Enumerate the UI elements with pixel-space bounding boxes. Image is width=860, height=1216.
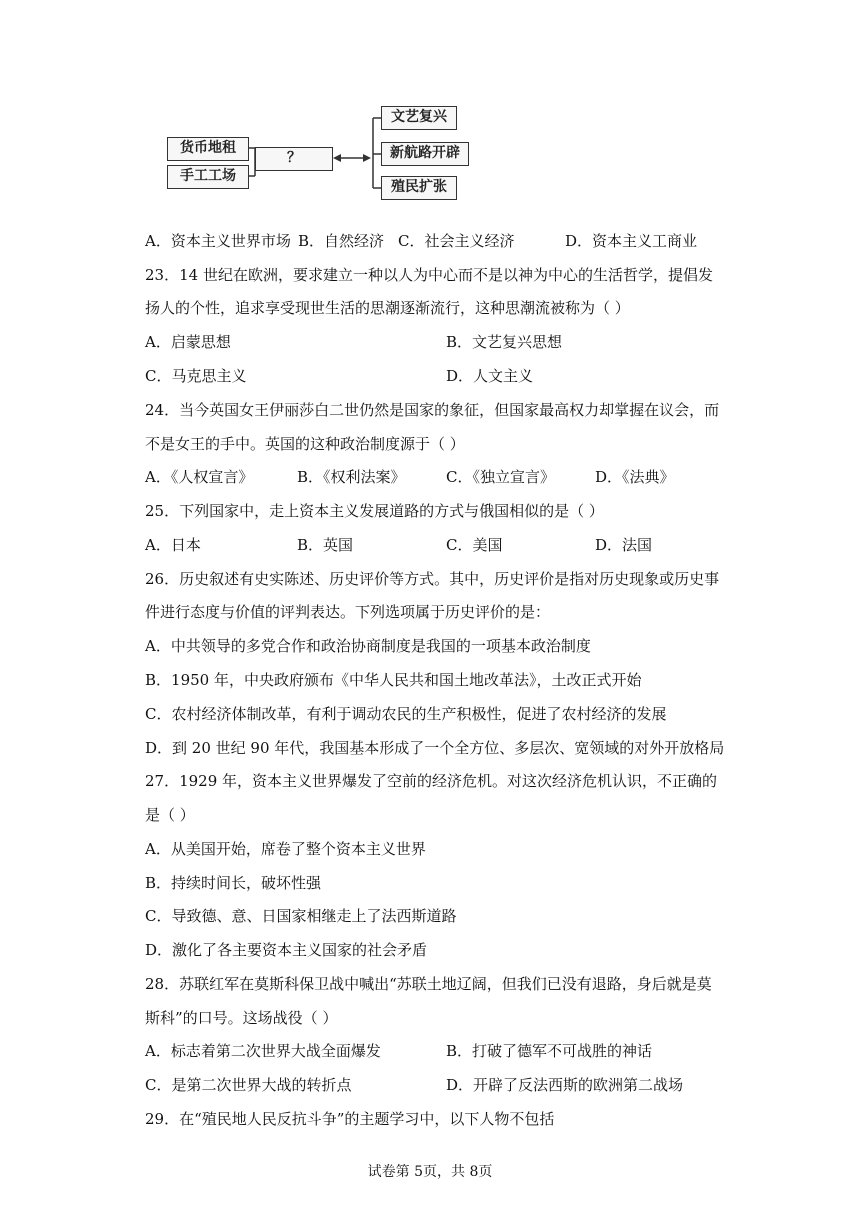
q28-option-c: C．是第二次世界大战的转折点 [145,1076,352,1094]
q22-option-a: A．资本主义世界市场 [145,232,291,250]
q23-stem-line-1: 23．14 世纪在欧洲，要求建立一种以人为中心而不是以神为中心的生活哲学，提倡发 [145,266,713,284]
q28-option-b: B．打破了德军不可战胜的神话 [446,1042,653,1060]
diagram-center-box: ？ [255,147,333,171]
q25-option-b: B．英国 [297,536,354,554]
q22-option-c: C．社会主义经济 [398,232,515,250]
q27-option-a: A．从美国开始，席卷了整个资本主义世界 [145,840,426,858]
q27-option-c: C．导致德、意、日国家相继走上了法西斯道路 [145,907,457,925]
diagram-left-box-2: 手工工场 [167,165,249,189]
q25-option-a: A．日本 [145,536,201,554]
q24-option-b: B．《权利法案》 [297,468,406,486]
q23-stem-line-2: 扬人的个性，追求享受现世生活的思潮逐渐流行，这种思潮流被称为（ ） [145,299,630,317]
q23-option-a: A．启蒙思想 [145,333,231,351]
q26-option-b: B．1950 年，中央政府颁布《中华人民共和国土地改革法》，土改正式开始 [145,671,642,689]
q26-option-a: A．中共领导的多党合作和政治协商制度是我国的一项基本政治制度 [145,637,591,655]
q25-stem-line-1: 25．下列国家中，走上资本主义发展道路的方式与俄国相似的是（ ） [145,502,604,520]
q25-option-c: C．美国 [446,536,503,554]
q27-stem-line-1: 27．1929 年，资本主义世界爆发了空前的经济危机。对这次经济危机认识，不正确的 [145,772,718,790]
q26-option-d: D．到 20 世纪 90 年代，我国基本形成了一个全方位、多层次、宽领域的对外开放格局 [145,739,725,757]
q28-option-a: A．标志着第二次世界大战全面爆发 [145,1042,381,1060]
q23-option-b: B．文艺复兴思想 [446,333,563,351]
q24-option-d: D．《法典》 [595,468,675,486]
q27-option-d: D．激化了各主要资本主义国家的社会矛盾 [145,941,428,959]
q26-option-c: C．农村经济体制改革，有利于调动农民的生产积极性，促进了农村经济的发展 [145,705,667,723]
q24-option-a: A．《人权宣言》 [145,468,254,486]
q26-stem-line-1: 26．历史叙述有史实陈述、历史评价等方式。其中，历史评价是指对历史现象或历史事 [145,570,720,588]
q24-option-c: C．《独立宣言》 [446,468,555,486]
concept-diagram [163,100,483,205]
page-footer: 试卷第 5页，共 8页 [367,1164,493,1180]
q24-stem-line-1: 24．当今英国女王伊丽莎白二世仍然是国家的象征，但国家最高权力却掌握在议会，而 [145,401,720,419]
diagram-right-box-1: 文艺复兴 [381,106,457,130]
q28-option-d: D．开辟了反法西斯的欧洲第二战场 [446,1076,684,1094]
q22-option-d: D．资本主义工商业 [565,232,698,250]
q25-option-d: D．法国 [595,536,653,554]
diagram-right-box-2: 新航路开辟 [381,142,469,166]
q27-stem-line-2: 是（ ） [145,806,195,824]
diagram-right-box-3: 殖民扩张 [381,176,457,200]
q26-stem-line-2: 件进行态度与价值的评判表达。下列选项属于历史评价的是： [145,603,551,621]
diagram-left-box-1: 货币地租 [167,137,249,161]
q28-stem-line-1: 28．苏联红军在莫斯科保卫战中喊出“苏联土地辽阔，但我们已没有退路，身后就是莫 [145,975,712,993]
q23-option-c: C．马克思主义 [145,367,247,385]
q27-option-b: B．持续时间长，破坏性强 [145,874,322,892]
q22-option-b: B．自然经济 [298,232,385,250]
q28-stem-line-2: 斯科”的口号。这场战役（ ） [145,1009,338,1027]
q23-option-d: D．人文主义 [446,367,534,385]
q29-stem-line-1: 29．在“殖民地人民反抗斗争”的主题学习中，以下人物不包括 [145,1110,555,1128]
q24-stem-line-2: 不是女王的手中。英国的这种政治制度源于（ ） [145,435,465,453]
